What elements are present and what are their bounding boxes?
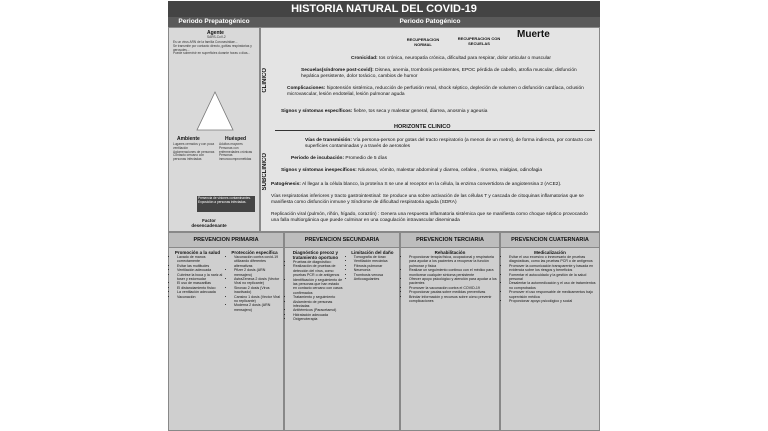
prevencion-primaria-title: PREVENCION PRIMARIA bbox=[169, 233, 283, 248]
diagnostico-item: • Oxigenoterapia bbox=[293, 317, 344, 321]
proteccion-item: • Cansino 1 dosis (Vector Viral no replicante) bbox=[234, 295, 281, 304]
agente-notes bbox=[173, 41, 257, 56]
secuelas-text: Disnea, anemia, trombosis persistentes, EPOC pérdida de cabello, atrofia muscular, disfunción hepática persistente, dolor torácico, cambios de humor bbox=[301, 68, 577, 79]
vias-line bbox=[305, 138, 593, 150]
muerte-label: Muerte bbox=[517, 29, 550, 40]
limitacion-item: • Fibrosis pulmonar bbox=[354, 264, 397, 268]
patogenesis-detail: Replicación viral (pulmón, riñón, hígado, corazón) : Genera una respuesta inflamatoria sistémica que se manifiesta como choque séptico provocando una falla multiorgánica que puede culminar en una coagulación intravascular diseminada bbox=[271, 212, 588, 223]
huesped-note: Personas con enfermedades crónicas bbox=[219, 145, 253, 154]
rehabilitacion-label: Rehabilitación bbox=[434, 250, 466, 255]
limitacion-item: • Ventilación mecánica bbox=[354, 259, 397, 263]
diagnostico-item: • Tratamiento y seguimiento bbox=[293, 295, 344, 299]
rehabilitacion-item: • Proporcionar pautas sobre medidas preventivas bbox=[409, 290, 497, 294]
patogenesis-text: Al llegar a la célula blanco, la proteína S se une al receptor en la célula, la enzima convertidora de angiotensina 2 (ACE2). bbox=[301, 182, 562, 187]
ambiente-notes bbox=[173, 143, 215, 162]
medicalizacion-item: • Desalentar la automedicación y el uso de tratamientos no comprobados bbox=[509, 281, 597, 290]
limitacion-item: • Trombosis venosa bbox=[354, 273, 397, 277]
promocion-item: • Lavado de manos correctamente bbox=[177, 255, 224, 264]
diagnostico-label: Diagnóstico precoz y tratamiento oportuno bbox=[292, 250, 339, 260]
huesped-note: Personas inmunocomprometidas bbox=[219, 153, 252, 162]
signos-inespecificos-label: Signos y síntomas inespecíficos: bbox=[281, 168, 357, 173]
incubacion-line bbox=[291, 156, 591, 162]
proteccion-item: • AstraZeneca 2 dosis (Vector Viral no replicante) bbox=[234, 277, 281, 286]
rehabilitacion-item: • Promover la vacunación contra el COVID-19 bbox=[409, 286, 497, 290]
complicaciones-text: hipotensión sistémica, reducción de perfusión renal, shock séptico, depleción de volumen o disfunción cardíaca, oclusión microvascular, lesión endotelial, lesión pulmonar aguda bbox=[287, 86, 584, 97]
prevencion-secundaria bbox=[284, 232, 400, 431]
patogenic-panel bbox=[260, 27, 600, 232]
factor-label: Factor desencadenante bbox=[191, 218, 227, 228]
medicalizacion-item: • Proporcionar apoyo psicológico y social bbox=[509, 299, 597, 303]
epidemiologic-triad-icon bbox=[195, 90, 235, 132]
rehabilitacion-item: • Realizar un seguimiento continuo con el médico para monitorear cualquier síntoma persistente bbox=[409, 268, 497, 277]
promocion-item: • Ventilación adecuada bbox=[177, 268, 224, 272]
clinico-label: CLINICO bbox=[262, 68, 268, 93]
diagnostico-item: • Antitérmicos (Paracetamol) bbox=[293, 308, 344, 312]
cronicidad-text: tos crónica, neuropatía crónica, dificultad para respirar, dolor articular o muscular bbox=[379, 56, 551, 61]
secuelas-label: Secuelas(síndrome post-covid): bbox=[301, 68, 374, 73]
huesped-notes bbox=[219, 143, 259, 162]
limitacion-item: • Tomografía de tórax bbox=[354, 255, 397, 259]
limitacion-item: • Anticoagulantes bbox=[354, 277, 397, 281]
proteccion-item: • Sinovac 2 dosis (Virus inactivado) bbox=[234, 286, 281, 295]
diagnostico-item: • Pruebas de diagnóstico: bbox=[293, 260, 344, 264]
ambiente-label: Ambiente bbox=[177, 136, 200, 142]
promocion-item: • Evitar las multitudes bbox=[177, 264, 224, 268]
diagnostico-item: • Identificación y seguimiento de las personas que han estado en contacto cercano con casos confirmados bbox=[293, 278, 344, 296]
period-patogenic: Periodo Patogénico bbox=[260, 17, 600, 27]
rehabilitacion-item: • Proporcionar terapia física, ocupacional y respiratoria para ayudar a los pacientes a recuperar la función pulmonar y física bbox=[409, 255, 497, 268]
agente-label: Agente bbox=[207, 30, 224, 36]
proteccion-item: • Vacunación contra covid-19 utilizando diferentes alternativas bbox=[234, 255, 281, 268]
factor-box: Presencia de viriones contaminantes. Exposición a personas infectadas. bbox=[197, 196, 255, 212]
limitacion-item: • Neumonía bbox=[354, 268, 397, 272]
medicalizacion-label: Medicalización bbox=[534, 250, 566, 255]
subclinico-label: SUBCLINICO bbox=[262, 153, 268, 191]
vias-text: Vía persona-person por gotas del tracto respiratorio (a menos de un metro), de forma indirecta, por contacto con superficies contaminadas y a través de aerosoles bbox=[305, 138, 593, 149]
secuelas-line bbox=[301, 68, 591, 80]
limitacion-column bbox=[346, 248, 399, 324]
patogenesis-detail: Vías respiratorias inferiores y tracto gastrointestinal: Se produce una sobre activación de las células T y cascada de citoquinas inflamatorias que se manifiesta como disfunción inmune y Síndrome de dificultad respiratoria aguda (SDRA) bbox=[271, 194, 584, 205]
cronicidad-line bbox=[351, 56, 591, 62]
promocion-item: • La ventilación adecuada bbox=[177, 290, 224, 294]
vias-label: Vías de transmisión: bbox=[305, 138, 352, 143]
agente-note: Puede sobrevivir en superficies durante horas o días... bbox=[173, 51, 251, 56]
prevencion-terciaria-title: PREVENCION TERCIARIA bbox=[401, 233, 499, 248]
signos-especificos-line bbox=[281, 109, 591, 115]
diagnostico-item: • Hidratación adecuada bbox=[293, 313, 344, 317]
promocion-item: • Vacunación bbox=[177, 295, 224, 299]
signos-especificos-text: fiebre, tos seca y malestar general, diarrea, anosmia y ageusia bbox=[353, 109, 488, 114]
diagnostico-item: • Aislamiento de personas infectadas bbox=[293, 300, 344, 309]
prevencion-terciaria bbox=[400, 232, 500, 431]
diagnostico-column bbox=[285, 248, 346, 324]
proteccion-label: Protección específica bbox=[231, 250, 278, 255]
agente-sub: SARS-CoV-2 bbox=[207, 35, 226, 39]
patogenesis-label: Patogénesis: bbox=[271, 182, 301, 187]
medicalizacion-item: • Promover la comunicación transparente y basada en evidencia sobre los riesgos y beneficios bbox=[509, 264, 597, 273]
huesped-note: Adultos mayores bbox=[219, 142, 243, 146]
promocion-item: • El distanciamiento físico bbox=[177, 286, 224, 290]
complicaciones-label: Complicaciones: bbox=[287, 86, 326, 91]
proteccion-item: • Moderna 2 dosis (ARN mensajero) bbox=[234, 303, 281, 312]
limitacion-label: Limitación del daño bbox=[351, 250, 394, 255]
promocion-label: Promoción a la salud bbox=[174, 250, 221, 255]
promocion-column bbox=[169, 248, 226, 314]
patogenesis-line bbox=[271, 182, 596, 188]
complicaciones-line bbox=[287, 86, 592, 98]
medicalizacion-item: • Evitar el uso excesivo o innecesario de pruebas diagnósticas, como las pruebas PCR o de antígenos bbox=[509, 255, 597, 264]
signos-especificos-label: Signos y síntomas específicos: bbox=[281, 109, 353, 114]
period-prepatogenic: Periodo Prepatogénico bbox=[168, 17, 260, 27]
prevencion-primaria bbox=[168, 232, 284, 431]
incubacion-text: Promedio de 5 días bbox=[345, 156, 387, 161]
proteccion-item: • Pfizer 2 dosis (ARN mensajero) bbox=[234, 268, 281, 277]
prevencion-cuaternaria-title: PREVENCION CUATERNARIA bbox=[501, 233, 599, 248]
medicalizacion-item: • Promover el uso responsable de medicamentos bajo supervisión médica bbox=[509, 290, 597, 299]
diagnostico-item: • Realización de pruebas de detección del virus, como pruebas PCR o de antígenos bbox=[293, 264, 344, 277]
agente-note: Se transmite por contacto directo, gotitas respiratorias y aerosoles... bbox=[173, 43, 252, 52]
agente-note: Es un virus ARN de la familia Coronaviridae... bbox=[173, 40, 238, 44]
signos-inespecificos-text: Náuseas, vómito, malestar abdominal y diarrea, cefalea , rinorrea, mialgias, odinofagia bbox=[358, 168, 543, 173]
signos-inespecificos-line bbox=[281, 168, 593, 174]
ambiente-note: Aglomeraciones de personas bbox=[173, 149, 215, 154]
recuperacion-secuelas: RECUPERACION CON SECUELAS bbox=[457, 36, 501, 46]
poster-title: HISTORIA NATURAL DEL COVID-19 bbox=[168, 1, 600, 17]
prevencion-secundaria-title: PREVENCION SECUNDARIA bbox=[285, 233, 399, 248]
prevencion-cuaternaria bbox=[500, 232, 600, 431]
cronicidad-label: Cronicidad: bbox=[351, 56, 378, 61]
medicalizacion-item: • Fomentar el autocuidado y la gestión de la salud personal bbox=[509, 273, 597, 282]
horizonte-clinico: HORIZONTE CLINICO bbox=[391, 124, 454, 130]
rehabilitacion-item: • Ofrecer apoyo psicológico y atención para ayudar a los pacientes bbox=[409, 277, 497, 286]
proteccion-column bbox=[226, 248, 283, 314]
incubacion-label: Periodo de incubación: bbox=[291, 156, 345, 161]
huesped-label: Huésped bbox=[225, 136, 247, 142]
rehabilitacion-item: • Brindar información y recursos sobre cómo prevenir complicaciones bbox=[409, 295, 497, 304]
ambiente-note: Contacto cercano con personas infectadas bbox=[173, 153, 205, 162]
promocion-item: • El uso de mascarillas bbox=[177, 281, 224, 285]
promocion-item: • Cubrirse la boca y la nariz al toser y estornudar bbox=[177, 273, 224, 282]
ambiente-note: Lugares cerrados y con poca ventilación bbox=[173, 142, 215, 150]
prepatogenic-panel bbox=[168, 27, 260, 232]
recuperacion-normal: RECUPERACION NORMAL bbox=[406, 37, 440, 47]
